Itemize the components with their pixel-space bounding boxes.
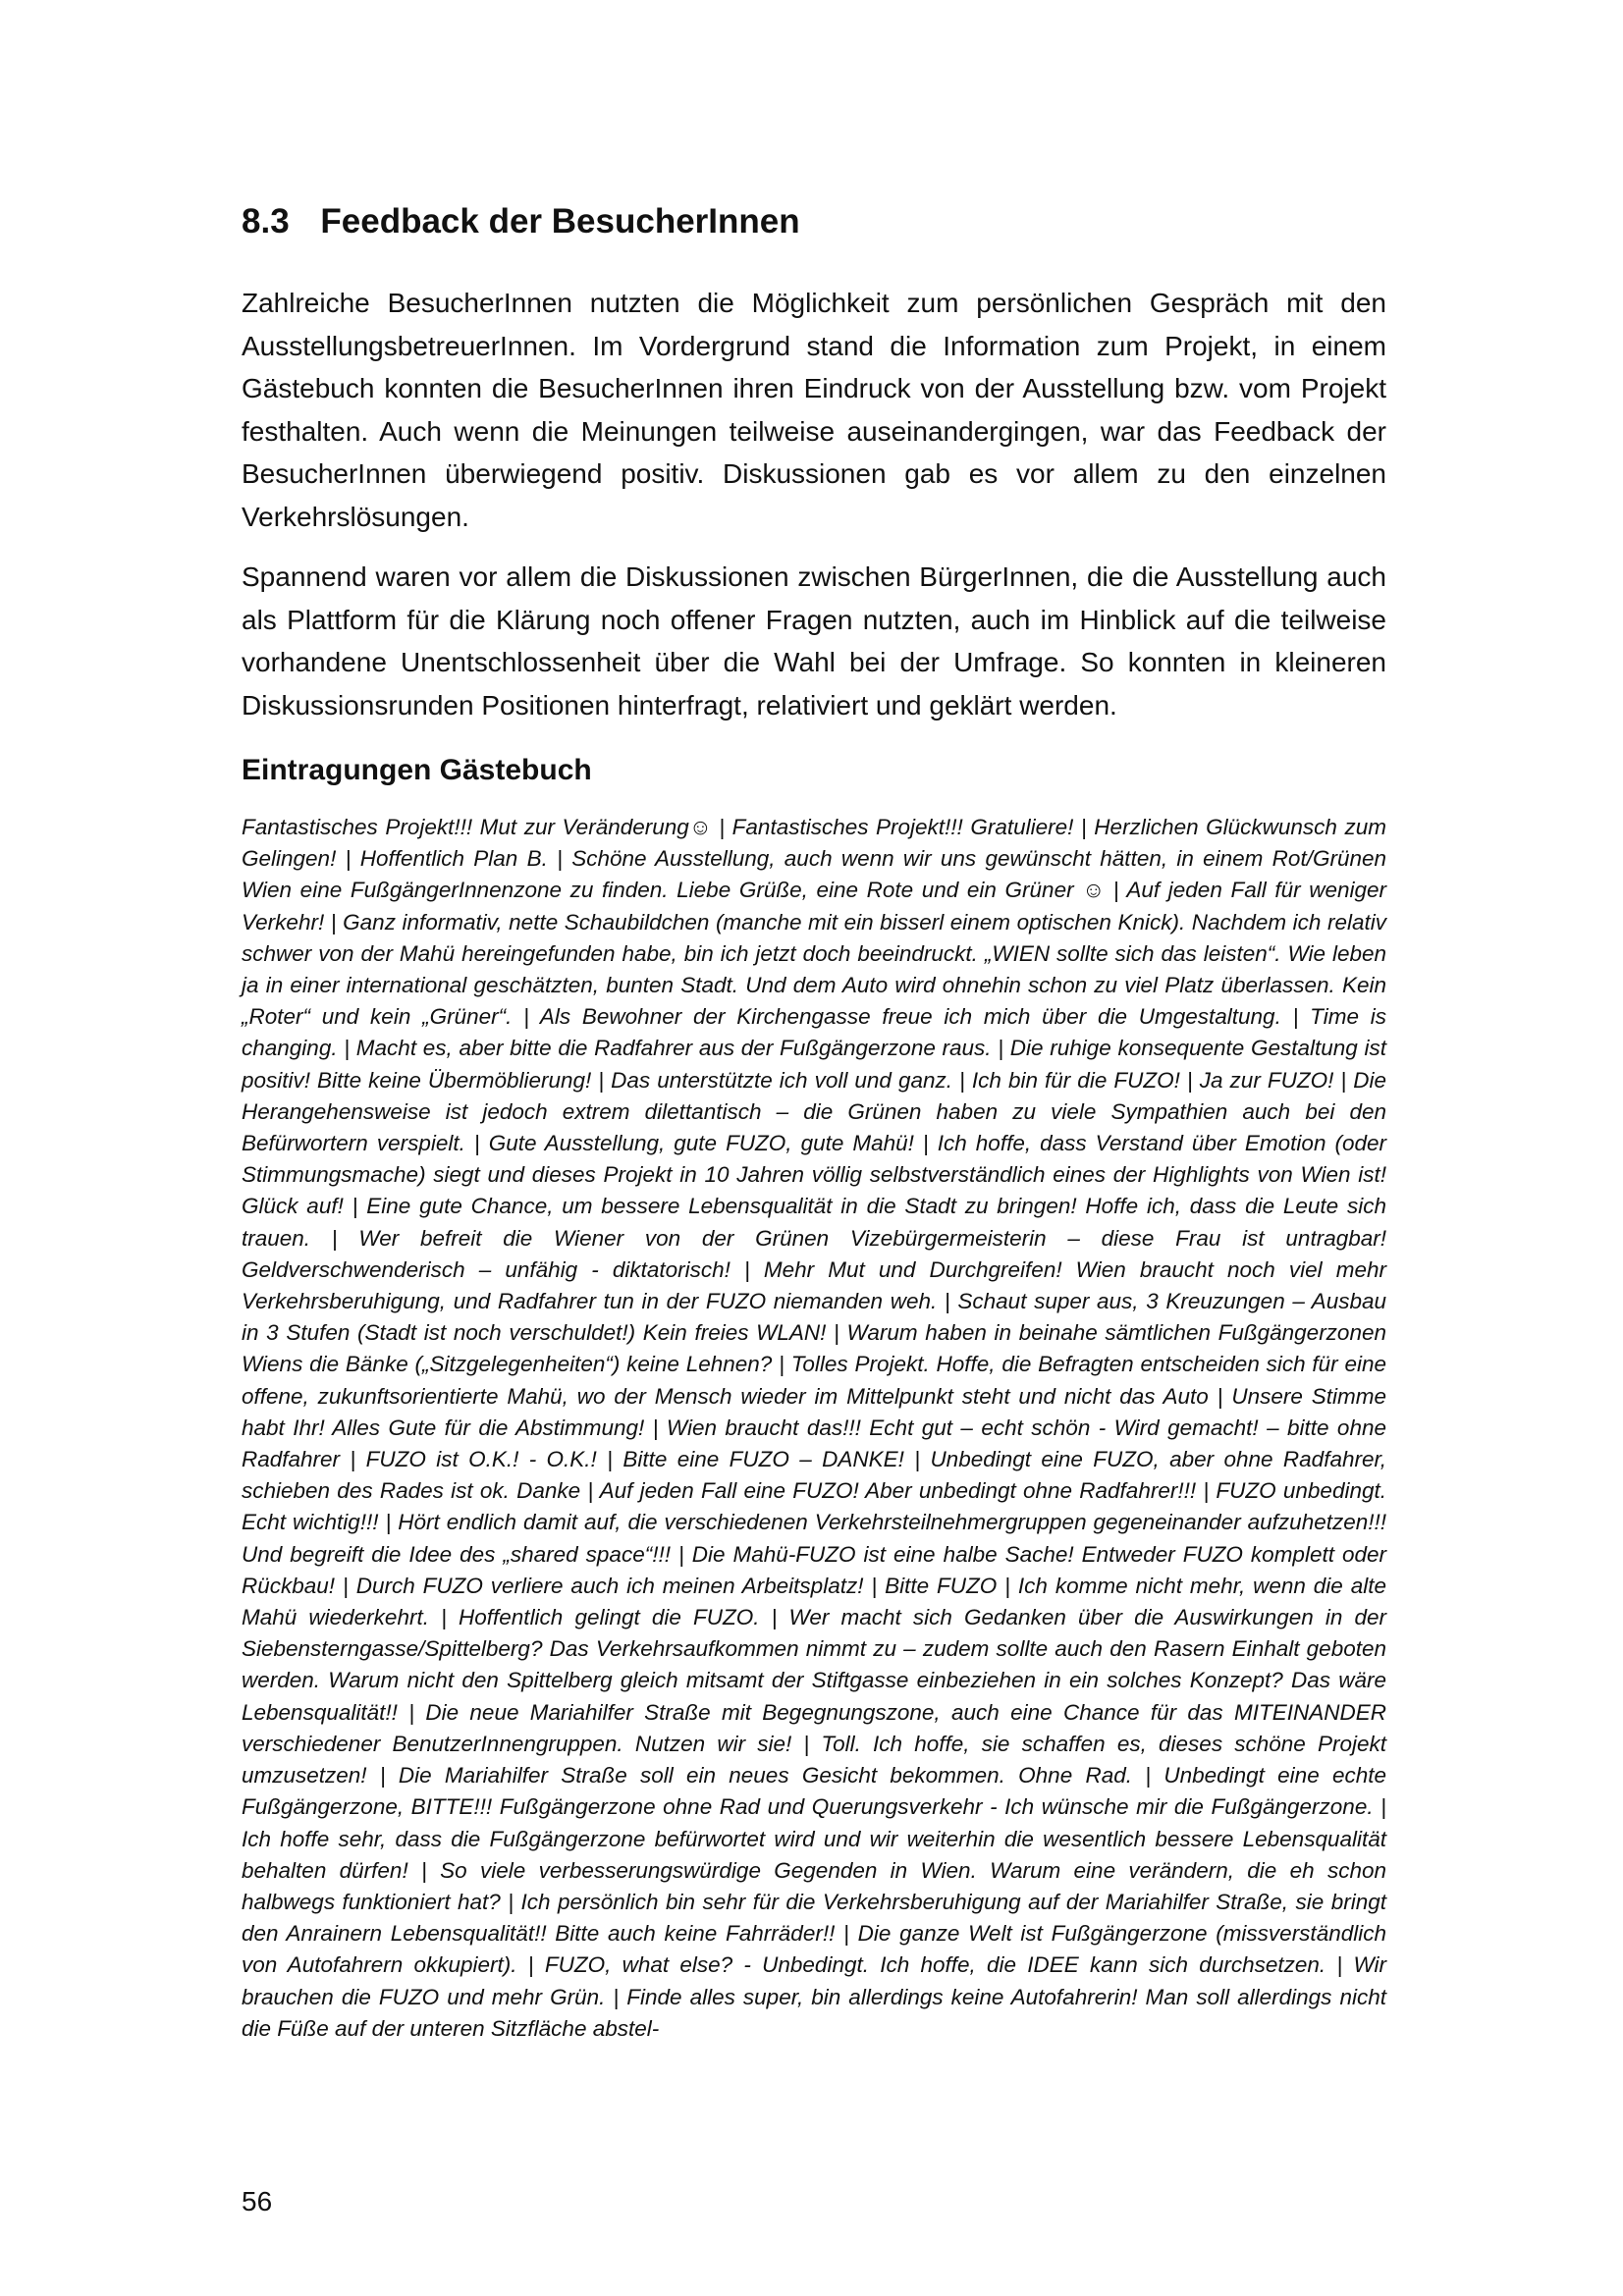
- intro-paragraph: Zahlreiche BesucherInnen nutzten die Möglichkeit zum persönlichen Gespräch mit den AusstellungsbetreuerInnen. Im Vordergrund stand die Information zum Projekt, in einem Gästebuch konnten die BesucherInnen ihren Eindruck von der Ausstellung bzw. vom Projekt festhalten. Auch wenn die Meinungen teilweise auseinandergingen, war das Feedback der BesucherInnen überwiegend positiv. Diskussionen gab es vor allem zu den einzelnen Verkehrslösungen.: [242, 288, 1386, 532]
- guestbook-entries: Fantastisches Projekt!!! Mut zur Veränderung☺ | Fantastisches Projekt!!! Gratuliere! | Herzlichen Glückwunsch zum Gelingen! | Hoffentlich Plan B. | Schöne Ausstellung, auch wenn wir uns gewünscht hätten, in einem Rot/Grünen Wien eine FußgängerInnenzone zu finden. Liebe Grüße, eine Rote und ein Grüner ☺ | Auf jeden Fall für weniger Verkehr! | Ganz informativ, nette Schaubildchen (manche mit ein bisserl einem optischen Knick). Nachdem ich relativ schwer von der Mahü hereingefunden habe, bin ich jetzt doch beeindruckt. „WIEN sollte sich das leisten“. Wie leben ja in einer international geschätzten, bunten Stadt. Und dem Auto wird ohnehin schon zu viel Platz überlassen. Kein „Roter“ und kein „Grüner“. | Als Bewohner der Kirchengasse freue ich mich über die Umgestaltung. | Time is changing. | Macht es, aber bitte die Radfahrer aus der Fußgängerzone raus. | Die ruhige konsequente Gestaltung ist positiv! Bitte keine Übermöblierung! | Das unterstützte ich voll und ganz. | Ich bin für die FUZO! | Ja zur FUZO! | Die Herangehensweise ist jedoch extrem dilettantisch – die Grünen haben zu viele Sympathien auch bei den Befürwortern verspielt. | Gute Ausstellung, gute FUZO, gute Mahü! | Ich hoffe, dass Verstand über Emotion (oder Stimmungsmache) siegt und dieses Projekt in 10 Jahren völlig selbstverständlich eines der Highlights von Wien ist! Glück auf! | Eine gute Chance, um bessere Lebensqualität in die Stadt zu bringen! Hoffe ich, dass die Leute sich trauen. | Wer befreit die Wiener von der Grünen Vizebürgermeisterin – diese Frau ist untragbar! Geldverschwenderisch – unfähig - diktatorisch! | Mehr Mut und Durchgreifen! Wien braucht noch viel mehr Verkehrsberuhigung, und Radfahrer tun in der FUZO niemanden weh. | Schaut super aus, 3 Kreuzungen – Ausbau in 3 Stufen (Stadt ist noch verschuldet!) Kein freies WLAN! | Warum haben in beinahe sämtlichen Fußgängerzonen Wiens die Bänke („Sitzgelegenheiten“) keine Lehnen? | Tolles Projekt. Hoffe, die Befragten entscheiden sich für eine offene, zukunftsorientierte Mahü, wo der Mensch wieder im Mittelpunkt steht und nicht das Auto | Unsere Stimme habt Ihr! Alles Gute für die Abstimmung! | Wien braucht das!!! Echt gut – echt schön - Wird gemacht! – bitte ohne Radfahrer | FUZO ist O.K.! - O.K.! | Bitte eine FUZO – DANKE! | Unbedingt eine FUZO, aber ohne Radfahrer, schieben des Rades ist ok. Danke | Auf jeden Fall eine FUZO! Aber unbedingt ohne Radfahrer!!! | FUZO unbedingt. Echt wichtig!!! | Hört endlich damit auf, die verschiedenen Verkehrsteilnehmergruppen gegeneinander aufzuhetzen!!! Und begreift die Idee des „shared space“!!! | Die Mahü-FUZO ist eine halbe Sache! Entweder FUZO komplett oder Rückbau! | Durch FUZO verliere auch ich meinen Arbeitsplatz! | Bitte FUZO | Ich komme nicht mehr, wenn die alte Mahü wiederkehrt. | Hoffentlich gelingt die FUZO. | Wer macht sich Gedanken über die Auswirkungen in der Siebensterngasse/Spittelberg? Das Verkehrsaufkommen nimmt zu – zudem sollte auch den Rasern Einhalt geboten werden. Warum nicht den Spittelberg gleich mitsamt der Stiftgasse einbeziehen in ein solches Konzept? Das wäre Lebensqualität!! | Die neue Mariahilfer Straße mit Begegnungszone, auch eine Chance für das MITEINANDER verschiedener BenutzerInnengruppen. Nutzen wir sie! | Toll. Ich hoffe, sie schaffen es, dieses schöne Projekt umzusetzen! | Die Mariahilfer Straße soll ein neues Gesicht bekommen. Ohne Rad. | Unbedingt eine echte Fußgängerzone, BITTE!!! Fußgängerzone ohne Rad und Querungsverkehr - Ich wünsche mir die Fußgängerzone. | Ich hoffe sehr, dass die Fußgängerzone befürwortet wird und wir weiterhin die wesentlich bessere Lebensqualität behalten dürfen! | So viele verbesserungswürdige Gegenden in Wien. Warum eine verändern, die eh schon halbwegs funktioniert hat? | Ich persönlich bin sehr für die Verkehrsberuhigung auf der Mariahilfer Straße, sie bringt den Anrainern Lebensqualität!! Bitte auch keine Fahrräder!! | Die ganze Welt ist Fußgängerzone (missverständlich von Autofahrern okkupiert). | FUZO, what else? - Unbedingt. Ich hoffe, die IDEE kann sich durchsetzen. | Wir brauchen die FUZO und mehr Grün. | Finde alles super, bin allerdings keine Autofahrerin! Man soll allerdings nicht die Füße auf der unteren Sitzfläche abstel-: [242, 815, 1386, 2041]
- discussion-paragraph: Spannend waren vor allem die Diskussionen zwischen BürgerInnen, die die Ausstellung auch als Plattform für die Klärung noch offener Fragen nutzten, auch im Hinblick auf die teilweise vorhandene Unentschlossenheit über die Wahl bei der Umfrage. So konnten in kleineren Diskussionsrunden Positionen hinterfragt, relativiert und geklärt werden.: [242, 561, 1386, 721]
- guestbook-heading: Eintragungen Gästebuch: [242, 754, 592, 786]
- page-number: 56: [242, 2186, 273, 2216]
- section-heading: [242, 202, 800, 241]
- section-title: Feedback der BesucherInnen: [320, 202, 800, 240]
- section-number: 8.3: [242, 202, 290, 240]
